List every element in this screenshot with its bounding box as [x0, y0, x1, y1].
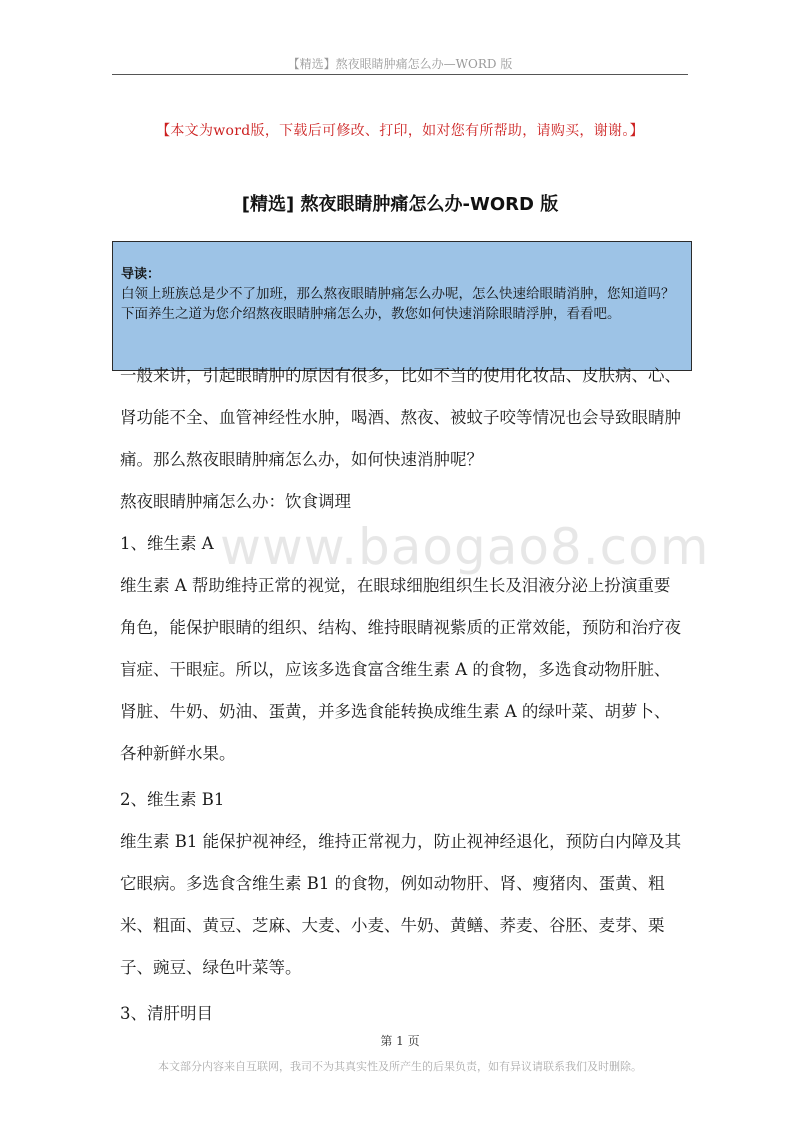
- paragraph-vitamin-b1: 维生素 B1 能保护视神经，维持正常视力，防止视神经退化，预防白内障及其它眼病。多选食含维生素 B1 的食物，例如动物肝、肾、瘦猪肉、蛋黄、粗米、粗面、黄豆、芝麻、大麦、小麦、牛奶、黄鳝、荞麦、谷胚、麦芽、栗子、豌豆、绿色叶菜等。: [120, 832, 682, 977]
- lead-text: 白领上班族总是少不了加班，那么熬夜眼睛肿痛怎么办呢，怎么快速给眼睛消肿，您知道吗？下面养生之道为您介绍熬夜眼睛肿痛怎么办，教您如何快速消除眼睛浮肿，看看吧。: [121, 286, 675, 322]
- subheading-vitamin-a: 1、维生素 A: [120, 534, 214, 553]
- paragraph-vitamin-a: 维生素 A 帮助维持正常的视觉，在眼球细胞组织生长及泪液分泌上扮演重要角色，能保护眼睛的组织、结构、维持眼睛视紫质的正常效能，预防和治疗夜盲症、干眼症。所以，应该多选食富含维生素 A 的食物，多选食动物肝脏、肾脏、牛奶、奶油、蛋黄，并多选食能转换成维生素 A 的绿叶菜、胡萝卜、各种新鲜水果。: [120, 576, 681, 763]
- document-title: [精选] 熬夜眼睛肿痛怎么办-WORD 版: [241, 194, 559, 215]
- page-footer-disclaimer: 本文部分内容来自互联网，我司不为其真实性及所产生的后果负责，如有异议请联系我们及时删除。: [158, 1060, 642, 1073]
- subheading-vitamin-b1: 2、维生素 B1: [120, 790, 225, 809]
- page-number: 第 1 页: [380, 1034, 420, 1048]
- article-body: [120, 355, 710, 1035]
- section-heading-diet: 熬夜眼睛肿痛怎么办：饮食调理: [120, 492, 351, 511]
- paragraph-intro: 一般来讲，引起眼睛肿的原因有很多，比如不当的使用化妆品、皮肤病、心、肾功能不全、血管神经性水肿，喝酒、熬夜、被蚊子咬等情况也会导致眼睛肿痛。那么熬夜眼睛肿痛怎么办，如何快速消肿呢？: [120, 366, 681, 469]
- lead-label: 导读：: [121, 267, 161, 282]
- watermark: www.baogao8.com: [220, 518, 710, 576]
- header-divider: [112, 74, 688, 75]
- lead-summary-box: [112, 241, 692, 371]
- purchase-notice: 【本文为word版，下载后可修改、打印，如对您有所帮助，请购买，谢谢。】: [156, 123, 644, 139]
- subheading-liver: 3、清肝明目: [120, 1004, 213, 1023]
- page-header: 【精选】熬夜眼睛肿痛怎么办—WORD 版: [287, 57, 513, 71]
